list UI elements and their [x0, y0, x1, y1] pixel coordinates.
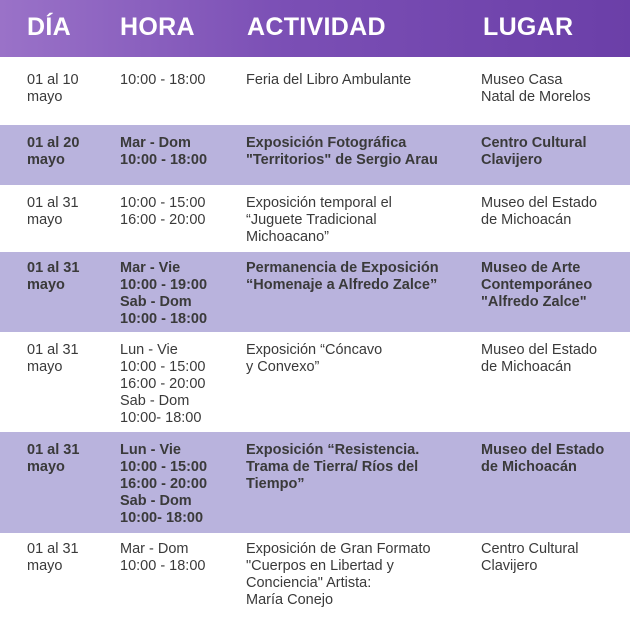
- cell-hora: Lun - Vie 10:00 - 15:00 16:00 - 20:00 Sab - Dom 10:00- 18:00: [120, 342, 206, 426]
- cell-dia: 01 al 10 mayo: [27, 72, 79, 105]
- table-row: [0, 252, 630, 332]
- cell-actividad: Exposición de Gran Formato "Cuerpos en Libertad y Conciencia" Artista: María Conejo: [246, 541, 431, 608]
- table-row: [0, 332, 630, 432]
- cell-lugar: Museo de Arte Contemporáneo "Alfredo Zalce": [481, 260, 593, 310]
- table-row: [0, 432, 630, 533]
- cell-actividad: Feria del Libro Ambulante: [246, 72, 412, 88]
- cell-actividad: Exposición Fotográfica "Territorios" de Sergio Arau: [246, 135, 438, 168]
- cell-dia: 01 al 31 mayo: [27, 260, 80, 293]
- header-hora: HORA: [120, 13, 195, 41]
- cell-lugar: Museo del Estado de Michoacán: [481, 342, 598, 375]
- cell-hora: Mar - Dom 10:00 - 18:00: [120, 135, 208, 168]
- table-row: [0, 533, 630, 630]
- table-row: [0, 57, 630, 125]
- cell-dia: 01 al 31 mayo: [27, 541, 79, 574]
- cell-lugar: Centro Cultural Clavijero: [481, 541, 579, 574]
- cell-lugar: Museo del Estado de Michoacán: [481, 195, 598, 228]
- cell-hora: Mar - Vie 10:00 - 19:00 Sab - Dom 10:00 - 18:00: [120, 260, 208, 327]
- cell-hora: Mar - Dom 10:00 - 18:00: [120, 541, 206, 574]
- cell-lugar: Museo del Estado de Michoacán: [481, 442, 605, 475]
- cell-lugar: Museo Casa Natal de Morelos: [481, 72, 591, 105]
- cell-hora: 10:00 - 18:00: [120, 72, 206, 88]
- cell-dia: 01 al 20 mayo: [27, 135, 80, 168]
- cell-actividad: Exposición “Cóncavo y Convexo”: [246, 342, 383, 375]
- table-row: [0, 125, 630, 185]
- header-lugar: LUGAR: [483, 13, 574, 41]
- cell-dia: 01 al 31 mayo: [27, 342, 79, 375]
- cell-actividad: Permanencia de Exposición “Homenaje a Alfredo Zalce”: [246, 260, 439, 293]
- cell-hora: 10:00 - 15:00 16:00 - 20:00: [120, 195, 206, 228]
- cell-lugar: Centro Cultural Clavijero: [481, 135, 587, 168]
- cell-actividad: Exposición “Resistencia. Trama de Tierra/ Ríos del Tiempo”: [246, 442, 420, 492]
- cell-actividad: Exposición temporal el “Juguete Tradicional Michoacano”: [246, 195, 392, 245]
- table-header: [0, 0, 630, 57]
- cell-dia: 01 al 31 mayo: [27, 442, 80, 475]
- header-actividad: ACTIVIDAD: [247, 13, 386, 41]
- cell-hora: Lun - Vie 10:00 - 15:00 16:00 - 20:00 Sab - Dom 10:00- 18:00: [120, 442, 208, 526]
- table-row: [0, 185, 630, 252]
- cell-dia: 01 al 31 mayo: [27, 195, 79, 228]
- header-dia: DÍA: [27, 13, 71, 41]
